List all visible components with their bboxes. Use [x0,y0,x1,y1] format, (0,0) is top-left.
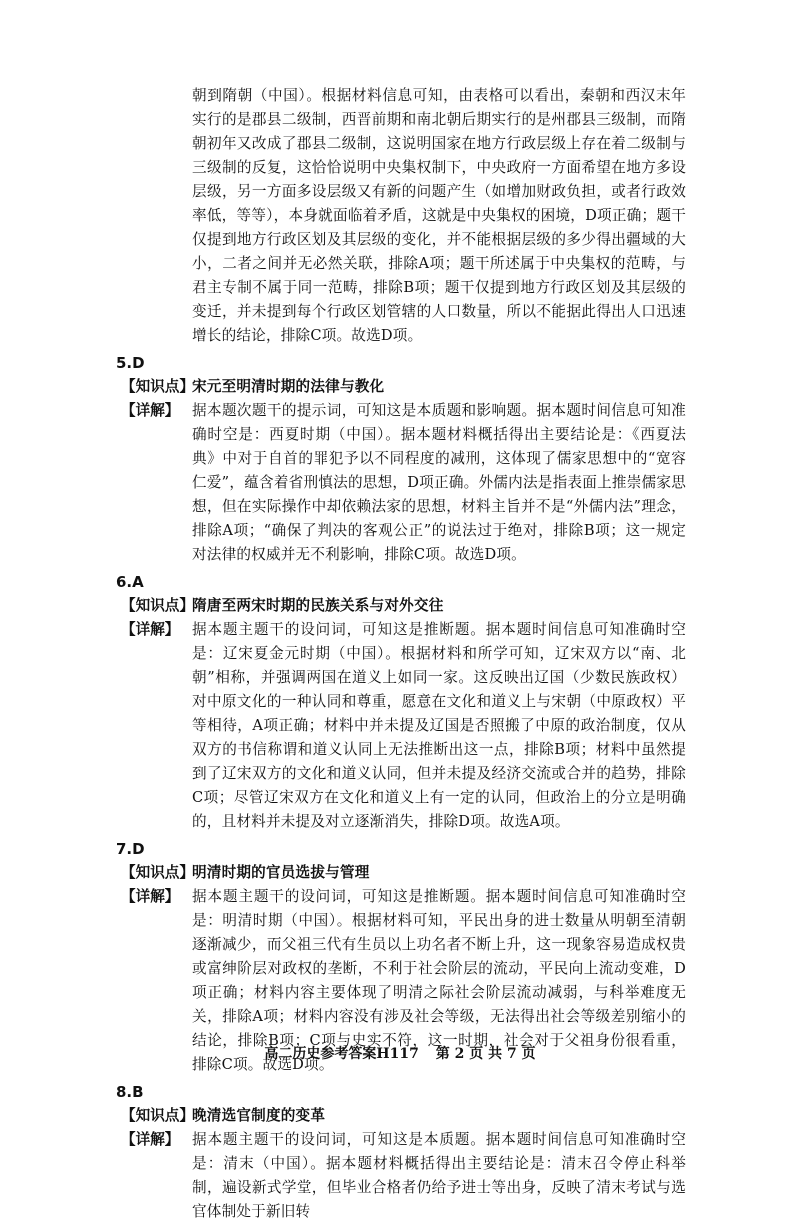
knowledge-point-tag: 【知识点】 [121,864,194,881]
knowledge-point-text: 宋元至明清时期的法律与教化 [192,378,385,395]
question-number: 6.A [116,573,144,591]
knowledge-point-row [116,375,686,399]
knowledge-point-tag: 【知识点】 [121,378,194,395]
detail-text: 据本题主题干的设问词，可知这是本质题。据本题时间信息可知准确时空是：清末（中国）。据本题材料概括得出主要结论是：清末召令停止科举制，遍设新式学堂，但毕业合格者仍给予进士等出身，反映了清末考试与选官体制处于新旧转 [192,1131,686,1220]
knowledge-point-text: 晚清选官制度的变革 [192,1107,326,1124]
question-number: 8.B [116,1083,144,1101]
intro-paragraph: 朝到隋朝（中国）。根据材料信息可知，由表格可以看出，秦朝和西汉末年实行的是郡县二级制，西晋前期和南北朝后期实行的是州郡县三级制，而隋朝初年又改成了郡县二级制，这说明国家在地方行政层级上存在着二级制与三级制的反复，这恰恰说明中央集权制下，中央政府一方面希望在地方多设层级，另一方面多设层级又有新的问题产生（如增加财政负担，或者行政效率低，等等），本身就面临着矛盾，这就是中央集权的困境，D项正确；题干仅提到地方行政区划及其层级的变化，并不能根据层级的多少得出疆域的大小，二者之间并无必然关联，排除A项；题干所述属于中央集权的范畴，与君主专制不属于同一范畴，排除B项；题干仅提到地方行政区划及其层级的变迁，并未提到每个行政区划管辖的人口数量，所以不能据此得出人口迅速增长的结论，排除C项。故选D项。 [192,87,686,344]
detail-tag: 【详解】 [121,888,180,905]
knowledge-point-row [116,1104,686,1128]
detail-text: 据本题主题干的设问词，可知这是推断题。据本题时间信息可知准确时空是：辽宋夏金元时期（中国）。根据材料和所学可知，辽宋双方以“南、北朝”相称，并强调两国在道义上如同一家。这反映出辽国（少数民族政权）对中原文化的一种认同和尊重，愿意在文化和道义上与宋朝（中原政权）平等相待，A项正确；材料中并未提及辽国是否照搬了中原的政治制度，仅从双方的书信称谓和道义认同上无法推断出这一点，排除B项；材料中虽然提到了辽宋双方的文化和道义认同，但并未提及经济交流或合并的趋势，排除C项；尽管辽宋双方在文化和道义上有一定的认同，但政治上的分立是明确的，且材料并未提及对立逐渐消失，排除D项。故选A项。 [192,621,686,830]
detail-row [116,1128,686,1224]
question-block-6 [116,570,686,834]
knowledge-point-row [116,861,686,885]
question-number: 7.D [116,840,145,858]
detail-text: 据本题次题干的提示词，可知这是本质题和影响题。据本题时间信息可知准确时空是：西夏时期（中国）。据本题材料概括得出主要结论是：《西夏法典》中对于自首的罪犯予以不同程度的减刑，这体现了儒家思想中的“宽容仁爱”，蕴含着省刑慎法的思想，D项正确。外儒内法是指表面上推崇儒家思想，但在实际操作中却依赖法家的思想，材料主旨并不是“外儒内法”理念，排除A项；“确保了判决的客观公正”的说法过于绝对，排除B项；这一规定对法律的权威并无不利影响，排除C项。故选D项。 [192,402,686,563]
question-number: 5.D [116,354,145,372]
detail-tag: 【详解】 [121,402,180,419]
knowledge-point-tag: 【知识点】 [121,597,194,614]
knowledge-point-row [116,594,686,618]
detail-text: 据本题主题干的设问词，可知这是推断题。据本题时间信息可知准确时空是：明清时期（中国）。根据材料可知，平民出身的进士数量从明朝至清朝逐渐减少，而父祖三代有生员以上功名者不断上升，这一现象容易造成权贵或富绅阶层对政权的垄断，不利于社会阶层的流动，平民向上流动变难，D项正确；材料内容主要体现了明清之际社会阶层流动减弱，与科举难度无关，排除A项；材料内容没有涉及社会等级，无法得出社会等级差别缩小的结论，排除B项；C项与史实不符，这一时期，社会对于父祖身份很看重，排除C项。故选D项。 [192,888,686,1073]
knowledge-point-tag: 【知识点】 [121,1107,194,1124]
question-block-8 [116,1080,686,1224]
footer-page-info: 第 2 页 共 7 页 [435,1046,536,1062]
page-footer [0,1043,800,1063]
detail-tag: 【详解】 [121,1131,180,1148]
detail-tag: 【详解】 [121,621,180,638]
question-block-5 [116,351,686,567]
detail-row [116,399,686,567]
footer-title: 高二历史参考答案H117 [264,1046,419,1062]
question-block-7 [116,837,686,1077]
detail-row [116,618,686,834]
knowledge-point-text: 隋唐至两宋时期的民族关系与对外交往 [192,597,444,614]
knowledge-point-text: 明清时期的官员选拔与管理 [192,864,370,881]
